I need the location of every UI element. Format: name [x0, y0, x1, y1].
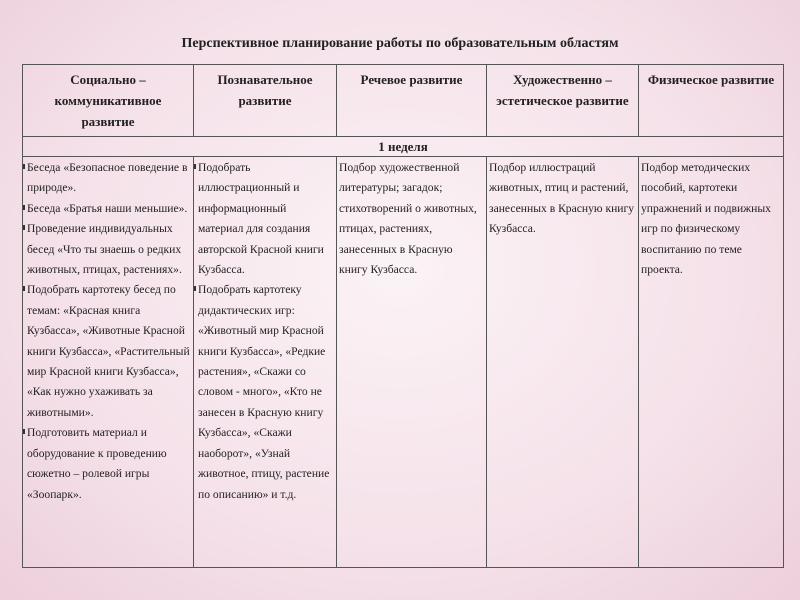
cell-text: Подбор методических пособий, картотеки упражнений и подвижных игр по физическому воспитанию по теме проекта. — [641, 161, 771, 277]
social-cell — [23, 157, 194, 568]
list-item: Подобрать иллюстрационный и информационный материал для создания авторской Красной книги Кузбасса. — [196, 158, 334, 280]
week-label: 1 неделя — [23, 137, 784, 157]
header-physical: Физическое развитие — [639, 65, 784, 137]
cell-text: Подбор иллюстраций животных, птиц и растений, занесенных в Красную книгу Кузбасса. — [489, 161, 635, 236]
list-item: Беседа «Братья наши меньшие». — [25, 199, 191, 219]
header-speech: Речевое развитие — [337, 65, 487, 137]
cognitive-cell — [194, 157, 337, 568]
art-cell — [487, 157, 639, 568]
cell-text: Подбор художественной литературы; загадок; стихотворений о животных, птицах, растениях, занесенных в Красную книгу Кузбасса. — [339, 161, 477, 277]
page-title: Перспективное планирование работы по образовательным областям — [181, 36, 619, 51]
list-item: Подобрать картотеку дидактических игр: «Животный мир Красной книги Кузбасса», «Редкие растения», «Скажи со словом - много», «Кто не занесен в Красную книгу Кузбасса», «Скажи наоборот», «Узнай животное, птицу, растение по описанию» и т.д. — [196, 280, 334, 504]
planning-table — [22, 64, 784, 568]
physical-cell — [639, 157, 784, 568]
content-row — [23, 157, 784, 568]
list-item: Подготовить материал и оборудование к проведению сюжетно – ролевой игры «Зоопарк». — [25, 423, 191, 505]
list-item: Подобрать картотеку бесед по темам: «Красная книга Кузбасса», «Животные Красной книги Кузбасса», «Растительный мир Красной книги Кузбасса», «Как нужно ухаживать за животными». — [25, 280, 191, 423]
header-cognitive: Познавательное развитие — [194, 65, 337, 137]
list-item: Проведение индивидуальных бесед «Что ты знаешь о редких животных, птицах, растениях». — [25, 219, 191, 280]
speech-cell — [337, 157, 487, 568]
header-social: Социально – коммуникативное развитие — [23, 65, 194, 137]
week-row — [23, 137, 784, 157]
list-item: Беседа «Безопасное поведение в природе». — [25, 158, 191, 199]
header-art: Художественно – эстетическое развитие — [487, 65, 639, 137]
header-row — [23, 65, 784, 137]
